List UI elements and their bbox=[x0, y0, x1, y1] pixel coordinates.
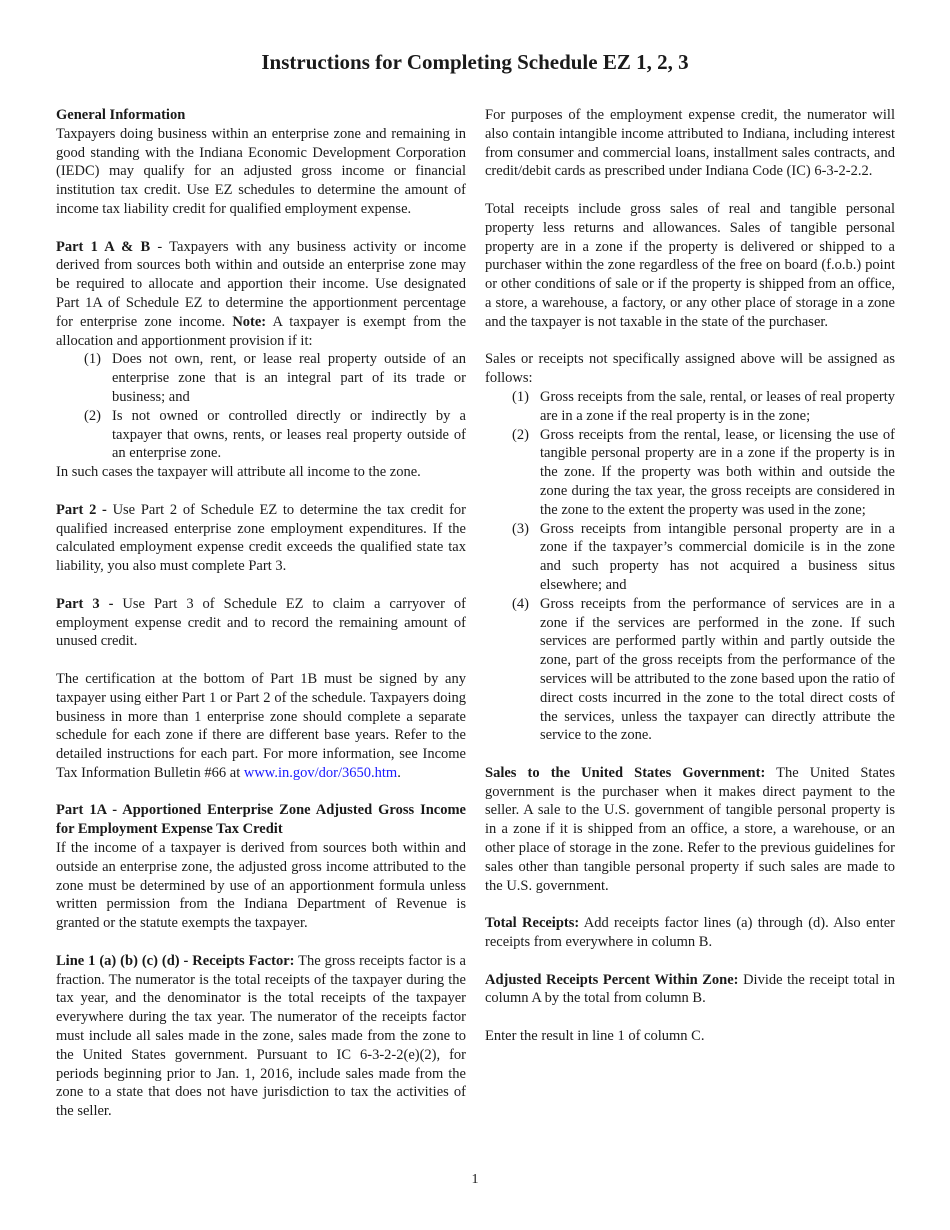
part-2-label: Part 2 - bbox=[56, 501, 107, 518]
part-1a-heading: Part 1A - Apportioned Enterprise Zone Adjusted Gross Income for Employment Expense Tax Credit bbox=[56, 802, 466, 838]
total-receipts-paragraph bbox=[485, 914, 895, 952]
intangible-income-paragraph: For purposes of the employment expense credit, the numerator will also contain intangible income attributed to Indiana, including interest from consumer and commercial loans, installment sales contracts, and credit/debit cards as prescribed under Indiana Code (IC) 6-3-2-2.2. bbox=[485, 107, 895, 180]
line-1-label: Line 1 (a) (b) (c) (d) - Receipts Factor: bbox=[56, 952, 295, 969]
list-item-number: (3) bbox=[512, 520, 529, 537]
part-1ab-paragraph bbox=[56, 238, 466, 351]
part-1a-section bbox=[56, 801, 466, 933]
us-government-label: Sales to the United States Government: bbox=[485, 764, 766, 781]
list-item bbox=[485, 595, 895, 745]
general-information-section bbox=[56, 106, 466, 219]
certification-paragraph bbox=[56, 670, 466, 783]
list-item-number: (4) bbox=[512, 595, 529, 612]
part-1ab-label: Part 1 A & B bbox=[56, 238, 151, 255]
assignment-intro: Sales or receipts not specifically assigned above will be assigned as follows: bbox=[485, 351, 895, 387]
list-item-number: (1) bbox=[512, 388, 529, 405]
general-information-body: Taxpayers doing business within an enterprise zone and remaining in good standing with the Indiana Economic Development Corporation (IEDC) may qualify for an adjusted gross income or financial institution tax credit. Use EZ schedules to determine the amount of income tax liability credit for qualified employment expense. bbox=[56, 125, 466, 217]
assignment-list bbox=[485, 388, 895, 745]
us-government-body: The United States government is the purchaser when it makes direct payment to the seller. A sale to the U.S. government of tangible personal property is in a zone if it is shipped from an office, a store, a warehouse, or an other place of storage in the zone. Refer to the previous guidelines for sales other than tangible personal property if such sales are made to the U.S. government. bbox=[485, 764, 895, 894]
right-column bbox=[485, 106, 895, 1065]
part-1ab-body: - Taxpayers with any business activity or income derived from sources both within and outside an enterprise zone may be required to allocate and apportion their income. Use designated Part 1A of Schedule EZ to determine the apportionment percentage for enterprise zone income. bbox=[56, 238, 466, 330]
adjusted-receipts-paragraph bbox=[485, 971, 895, 1009]
list-item-text: Gross receipts from the rental, lease, or licensing the use of tangible personal property are in a zone if the property is in the zone. If the property was both within and outside the zone during the tax year, the gross receipts are considered in the zone to the extent the property was used in the zone; bbox=[540, 426, 895, 518]
part-1ab-closing: In such cases the taxpayer will attribute all income to the zone. bbox=[56, 464, 421, 481]
part-1ab-exemption-list bbox=[56, 350, 466, 463]
certification-body: The certification at the bottom of Part 1B must be signed by any taxpayer using either Part 1 or Part 2 of the schedule. Taxpayers doing business in more than 1 enterprise zone should complete a separate schedule for each zone if there are different base years. Refer to the detailed instructions for each part. For more information, see Income Tax Information Bulletin #66 at bbox=[56, 670, 466, 781]
list-item bbox=[56, 407, 466, 463]
list-item-number: (2) bbox=[84, 407, 101, 424]
list-item bbox=[485, 388, 895, 426]
list-item-text: Does not own, rent, or lease real property outside of an enterprise zone that is an integral part of its trade or business; and bbox=[112, 351, 466, 405]
list-item-number: (2) bbox=[512, 426, 529, 443]
part-1ab-note-label: Note: bbox=[232, 313, 267, 330]
part-2-body: Use Part 2 of Schedule EZ to determine the tax credit for qualified increased enterprise zone employment expenditures. If the calculated employment expense credit exceeds the qualified state tax liability, you also must complete Part 3. bbox=[56, 501, 466, 575]
line-1-paragraph bbox=[56, 952, 466, 1121]
list-item bbox=[56, 350, 466, 406]
total-receipts-label: Total Receipts: bbox=[485, 915, 580, 932]
adjusted-receipts-body: Divide the receipt total in column A by the total from column B. bbox=[485, 971, 896, 1007]
general-information-heading: General Information bbox=[56, 107, 186, 123]
total-receipts-body: Add receipts factor lines (a) through (d). Also enter receipts from everywhere in column B. bbox=[485, 915, 895, 951]
part-3-label: Part 3 - bbox=[56, 595, 114, 612]
page-title: Instructions for Completing Schedule EZ 1, 2, 3 bbox=[261, 50, 689, 74]
list-item bbox=[485, 520, 895, 595]
part-3-paragraph bbox=[56, 595, 466, 651]
certification-end: . bbox=[397, 764, 401, 781]
part-1ab-note-body: A taxpayer is exempt from the allocation and apportionment provision if it: bbox=[56, 313, 467, 349]
part-3-body: Use Part 3 of Schedule EZ to claim a carryover of employment expense credit and to record the remaining amount of unused credit. bbox=[56, 595, 466, 650]
list-item bbox=[485, 426, 895, 520]
adjusted-receipts-label: Adjusted Receipts Percent Within Zone: bbox=[485, 971, 739, 988]
assignment-section bbox=[485, 350, 895, 745]
bulletin-link[interactable]: www.in.gov/dor/3650.htm bbox=[243, 764, 398, 781]
left-column bbox=[56, 106, 466, 1140]
list-item-text: Gross receipts from the performance of services are in a zone if the services are performed in the zone. If such services are performed partly within and partly outside the zone, part of the gross receipts from the performance of the services will be attributed to the zone based upon the ratio of direct costs incurred in the zone to the total direct costs of the services, unless the taxpayer can directly attribute the service to the zone. bbox=[540, 595, 895, 744]
list-item-number: (1) bbox=[84, 351, 101, 368]
list-item-text: Gross receipts from intangible personal property are in a zone if the taxpayer’s commercial domicile is in the zone and such property has not acquired a business situs elsewhere; and bbox=[540, 520, 895, 593]
page-number: 1 bbox=[471, 1172, 479, 1187]
enter-result-paragraph: Enter the result in line 1 of column C. bbox=[485, 1028, 705, 1045]
list-item-text: Gross receipts from the sale, rental, or leases of real property are in a zone if the real property is in the zone; bbox=[540, 388, 895, 424]
total-receipts-definition-paragraph: Total receipts include gross sales of real and tangible personal property less returns and allowances. Sales of tangible personal property are in a zone if the property is delivered or shipped to a purchaser within the zone regardless of the free on board (f.o.b.) point or other conditions of sale or if the property is shipped from an office, a store, a warehouse, a factory, or any other place of storage in a zone and the taxpayer is not taxable in the state of the purchaser. bbox=[485, 200, 895, 330]
part-1a-body: If the income of a taxpayer is derived from sources both within and outside an enterprise zone, the adjusted gross income attributed to the zone must be determined by use of an apportionment formula unless written permission from the Indiana Department of Revenue is granted or the statute exempts the taxpayer. bbox=[56, 840, 466, 932]
line-1-body: The gross receipts factor is a fraction. The numerator is the total receipts of the taxpayer during the tax year, and the denominator is the total receipts of the taxpayer everywhere during the tax year. The numerator of the receipts factor must include all sales made in the zone, sales made from the zone to the United States government. Pursuant to IC 6-3-2-2(e)(2), for periods beginning prior to Jan. 1, 2016, include sales made from the zone to a state that does not have jurisdiction to tax the activities of the seller. bbox=[56, 952, 466, 1120]
part-2-paragraph bbox=[56, 501, 466, 576]
us-government-paragraph bbox=[485, 764, 895, 896]
list-item-text: Is not owned or controlled directly or indirectly by a taxpayer that owns, rents, or leases real property outside of an enterprise zone. bbox=[112, 407, 466, 462]
part-1ab-section bbox=[56, 238, 466, 482]
